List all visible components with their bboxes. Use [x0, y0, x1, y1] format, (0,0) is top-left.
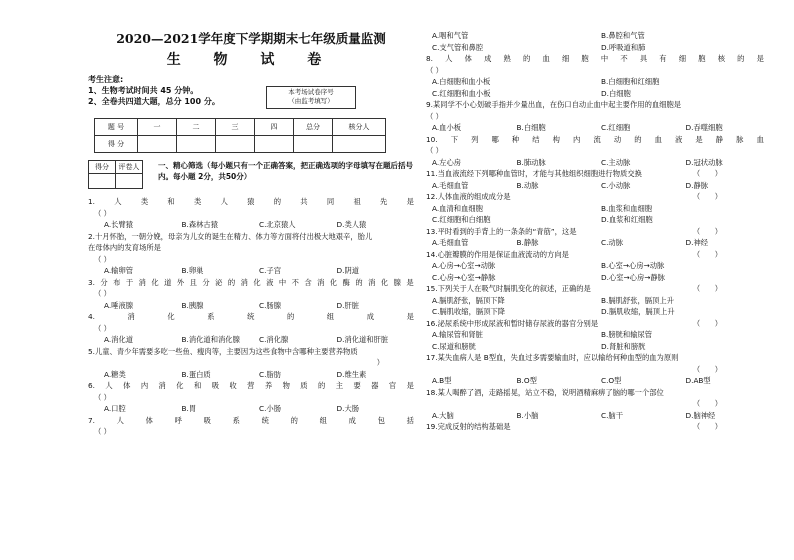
- question-2-stem-cont: 在母体内的发育场所是: [88, 243, 161, 252]
- question-7-answer-paren[interactable]: （ ）: [94, 427, 111, 436]
- question-15-stem: 15.下列关于人在吸气时膈肌变化的叙述，正确的是 （ ）: [426, 284, 722, 293]
- option[interactable]: A.血小板: [432, 123, 462, 132]
- question-19-answer-paren[interactable]: （ ）: [692, 422, 722, 431]
- question-8-options-row-2: [426, 88, 770, 100]
- option[interactable]: B.消化道和消化腺: [181, 335, 240, 344]
- score-input-cell[interactable]: [177, 136, 216, 153]
- option[interactable]: C.小动脉: [601, 180, 631, 190]
- candidate-notice: [88, 74, 414, 107]
- score-row-label: 得 分: [95, 136, 138, 153]
- question-9-stem: 9.某同学不小心划破手指并少量出血，在伤口自动止血中起主要作用的血细胞是: [426, 100, 682, 109]
- exam-subtitle: 生 物 试 卷: [166, 52, 336, 68]
- question-3-options: [88, 300, 414, 312]
- option[interactable]: B.蛋白质: [181, 369, 211, 379]
- question-5-options: [88, 369, 414, 381]
- option[interactable]: A.口腔: [104, 404, 126, 413]
- question-14-options-row-2: [426, 272, 770, 284]
- question-5-answer-paren[interactable]: ）: [376, 358, 384, 367]
- option[interactable]: D.大肠: [336, 404, 360, 413]
- score-input-cell[interactable]: [138, 136, 177, 153]
- question-12-options-row-1: [426, 203, 770, 215]
- question-2-options: [88, 265, 414, 277]
- question-6-stem: 6. 人 体 内 消 化 和 吸 收 营 养 物 质 的 主 要 器 官 是: [88, 381, 414, 390]
- question-12-stem: 12.人体血液的组成成分是 （ ）: [426, 192, 722, 201]
- question-4-stem: 4. 消 化 系 统 的 组 成 是: [88, 312, 414, 321]
- question-14-answer-paren[interactable]: （ ）: [692, 249, 722, 259]
- score-input-cell[interactable]: [255, 136, 294, 153]
- option[interactable]: A.左心房: [432, 157, 462, 167]
- option[interactable]: A.输卵管: [104, 266, 134, 275]
- question-17-stem: 17.某失血病人是 B型血，失血过多需要输血时，应以输给何种血型的血为原则: [426, 353, 679, 362]
- option[interactable]: A.唾液腺: [104, 300, 134, 310]
- question-2-answer-paren[interactable]: （ ）: [94, 254, 111, 264]
- question-19-stem: 19.完成反射的结构基础是 （ ）: [426, 422, 722, 431]
- notice-line-2: 2、全卷共四道大题，总分 100 分。: [88, 97, 220, 106]
- question-7-stem: 7. 人 体 呼 吸 系 统 的 组 成 包 括: [88, 415, 414, 425]
- option[interactable]: A.毛细血管: [432, 180, 469, 190]
- question-6-answer-paren[interactable]: （ ）: [94, 392, 111, 402]
- option[interactable]: B.静脉: [516, 238, 539, 247]
- question-4-answer-paren[interactable]: （ ）: [94, 323, 111, 333]
- option[interactable]: D.呼吸道和肺: [601, 42, 646, 52]
- question-10-answer-paren[interactable]: （ ）: [426, 146, 443, 155]
- option[interactable]: B.动脉: [516, 180, 539, 190]
- question-2-stem: 2.十月怀胎，一朝分娩，母亲为儿女的诞生在精力、体力等方面将付出极大地艰辛，胎儿: [88, 231, 373, 241]
- score-header-cell: 总分: [294, 119, 333, 136]
- notice-line-1: 1、生物考试时间共 45 分钟。: [88, 86, 199, 95]
- option[interactable]: B.卵巢: [181, 266, 204, 275]
- question-15-answer-paren[interactable]: （ ）: [692, 284, 722, 293]
- score-input-cell[interactable]: [216, 136, 255, 153]
- question-1-options: [88, 219, 414, 231]
- grader-score-label: 得分: [89, 161, 116, 174]
- grader-name-cell[interactable]: [116, 174, 143, 189]
- question-13-stem: 13.平时看到的手背上的一条条的“青筋”，这是 （ ）: [426, 226, 722, 236]
- option[interactable]: C.动脉: [601, 238, 624, 247]
- option[interactable]: C.O型: [601, 376, 622, 385]
- question-17-options: [426, 375, 770, 387]
- option[interactable]: A.糖类: [104, 369, 126, 379]
- option[interactable]: D.肝脏: [336, 300, 360, 310]
- option[interactable]: C.子宫: [259, 266, 282, 275]
- right-column: [426, 30, 770, 433]
- option[interactable]: D.膈肌收缩，膈顶上升: [601, 307, 675, 316]
- option[interactable]: D.阴道: [336, 266, 360, 275]
- option[interactable]: C.小肠: [259, 404, 282, 413]
- option[interactable]: D.白细胞: [601, 88, 631, 98]
- option[interactable]: A.B型: [432, 376, 452, 385]
- option[interactable]: A.血清和血细胞: [432, 203, 483, 213]
- option[interactable]: C.主动脉: [601, 157, 631, 167]
- seat-box-line-1: 本考场试卷序号: [288, 88, 334, 96]
- score-header-cell: 三: [216, 119, 255, 136]
- left-questions: [88, 196, 414, 438]
- question-3-stem: 3. 分 布 于 消 化 道 外 且 分 泌 的 消 化 液 中 不 含 消 化 酶 的 消 化 腺 是: [88, 277, 414, 287]
- option[interactable]: B.白细胞: [516, 123, 546, 132]
- option[interactable]: D.冠状动脉: [685, 157, 723, 167]
- option[interactable]: D.神经: [685, 238, 709, 247]
- left-column: [88, 30, 414, 436]
- question-9-options: [426, 122, 770, 134]
- question-5-stem: 5.儿童、青少年需要多吃一些鱼、瘦肉等，主要因为这些食物中含哪种主要营养物质: [88, 346, 358, 356]
- option[interactable]: D.吞噬细胞: [685, 123, 723, 132]
- option[interactable]: D.心室→心房→静脉: [601, 272, 665, 282]
- option[interactable]: A.白细胞和血小板: [432, 77, 491, 86]
- question-9-answer-paren[interactable]: （ ）: [426, 111, 443, 121]
- option[interactable]: B.O型: [516, 376, 537, 385]
- grader-table: [88, 160, 143, 189]
- question-15-options-row-2: [426, 306, 770, 318]
- seat-box-line-2: （由监考填写）: [288, 97, 334, 105]
- option[interactable]: C.支气管和鼻腔: [432, 42, 484, 52]
- option[interactable]: A.大脑: [432, 410, 454, 420]
- score-header-cell: 四: [255, 119, 294, 136]
- grader-name-label: 评卷人: [116, 161, 143, 174]
- question-12-answer-paren[interactable]: （ ）: [692, 192, 722, 201]
- question-16-answer-paren[interactable]: （ ）: [692, 318, 722, 328]
- score-table-header-row: [95, 119, 386, 136]
- option[interactable]: C.北京猿人: [259, 220, 296, 229]
- score-header-cell: 二: [177, 119, 216, 136]
- question-1-stem: 1. 人 类 和 类 人 猿 的 共 同 祖 先 是: [88, 197, 414, 206]
- section-1-heading: 一、精心筛选（每小题只有一个正确答案，把正确选项的字母填写在题后括号内。每小题 2分，共50分）: [158, 161, 413, 181]
- option[interactable]: C.膈肌收缩，膈顶下降: [432, 307, 506, 316]
- question-3-answer-paren[interactable]: （ ）: [94, 289, 111, 298]
- option[interactable]: A.输尿管和肾脏: [432, 330, 483, 339]
- option[interactable]: A.膈肌舒张，膈顶下降: [432, 295, 505, 305]
- option[interactable]: B.胰腺: [181, 300, 204, 310]
- option[interactable]: A.消化道: [104, 335, 134, 344]
- question-14-options-row-1: [426, 260, 770, 272]
- score-table: [94, 118, 386, 153]
- question-11-answer-paren[interactable]: （ ）: [692, 169, 722, 178]
- question-17-answer-paren[interactable]: （ ）: [692, 364, 722, 374]
- question-16-options-row-1: [426, 329, 770, 341]
- question-18-stem: 18.某人喝醉了酒，走路摇晃，站立不稳，说明酒精麻痹了脑的哪一个部位: [426, 387, 664, 397]
- question-8-stem: 8. 人 体 成 熟 的 血 细 胞 中 不 具 有 细 胞 核 的 是: [426, 54, 764, 63]
- score-table-score-row: [95, 136, 386, 153]
- question-11-options: [426, 180, 770, 192]
- option[interactable]: B.胃: [181, 404, 197, 413]
- seat-number-box[interactable]: [266, 86, 356, 109]
- question-10-options: [426, 157, 770, 169]
- option[interactable]: D.脑神经: [685, 410, 716, 420]
- question-14-stem: 14.心脏瓣膜的作用是保证血液流动的方向是 （ ）: [426, 249, 722, 259]
- question-18-answer-paren[interactable]: （ ）: [692, 399, 722, 408]
- question-13-options: [426, 237, 770, 249]
- score-header-cell: 一: [138, 119, 177, 136]
- option[interactable]: B.鼻腔和气管: [601, 31, 645, 40]
- option[interactable]: C.红细胞: [601, 123, 631, 132]
- option[interactable]: A.咽和气管: [432, 31, 469, 40]
- score-header-cell: 核分人: [333, 119, 386, 136]
- question-13-answer-paren[interactable]: （ ）: [692, 226, 722, 236]
- question-6-options: [88, 403, 414, 415]
- option[interactable]: B.肺动脉: [516, 157, 546, 167]
- option[interactable]: A.长臂猿: [104, 220, 134, 229]
- question-10-stem: 10. 下 列 哪 种 结 构 内 流 动 的 血 液 是 静 脉 血: [426, 134, 764, 144]
- question-16-options-row-2: [426, 341, 770, 353]
- question-16-stem: 16.泌尿系统中形成尿液和暂时储存尿液的器官分别是 （ ）: [426, 318, 722, 328]
- option[interactable]: C.肠腺: [259, 300, 282, 310]
- grader-score-cell[interactable]: [89, 174, 116, 189]
- option[interactable]: D.静脉: [685, 180, 709, 190]
- option[interactable]: A.毛细血管: [432, 238, 469, 247]
- question-7-options-row-1: [426, 30, 770, 42]
- option[interactable]: B.小脑: [516, 410, 539, 420]
- option[interactable]: D.AB型: [685, 376, 711, 385]
- question-11-stem: 11.当血液流经下列哪种血管时，才能与其他组织细胞进行物质交换 （ ）: [426, 169, 722, 178]
- question-8-answer-paren[interactable]: （ ）: [426, 65, 443, 75]
- question-4-options: [88, 334, 414, 346]
- option[interactable]: B.膀胱和输尿管: [601, 330, 653, 339]
- question-18-options: [426, 410, 770, 422]
- question-15-options-row-1: [426, 295, 770, 307]
- question-7-options-row-2: [426, 42, 770, 54]
- option[interactable]: C.尿道和膀胱: [432, 341, 476, 351]
- exam-title: 2020—2021学年度下学期期末七年级质量监测: [116, 31, 386, 46]
- question-8-options-row-1: [426, 76, 770, 88]
- option[interactable]: C.消化腺: [259, 335, 289, 344]
- option[interactable]: C.心房→心室→静脉: [432, 272, 496, 282]
- score-input-cell[interactable]: [294, 136, 333, 153]
- option[interactable]: D.消化道和肝脏: [336, 335, 389, 344]
- option[interactable]: D.肾脏和膀胱: [601, 341, 646, 351]
- option[interactable]: D.血浆和红细胞: [601, 215, 653, 224]
- option[interactable]: A.心房→心室→动脉: [432, 261, 496, 270]
- option[interactable]: C.脑干: [601, 410, 624, 420]
- option[interactable]: B.白细胞和红细胞: [601, 77, 660, 86]
- score-header-cell: 题 号: [95, 119, 138, 136]
- option[interactable]: C.红细胞和血小板: [432, 88, 491, 98]
- notice-heading: 考生注意:: [88, 75, 124, 84]
- option[interactable]: D.维生素: [336, 369, 367, 379]
- option[interactable]: B.心室→心房→动脉: [601, 261, 665, 270]
- option[interactable]: B.膈肌舒张，膈顶上升: [601, 295, 674, 305]
- option[interactable]: D.类人猿: [336, 220, 367, 229]
- option[interactable]: B.森林古猿: [181, 220, 219, 229]
- question-12-options-row-2: [426, 214, 770, 226]
- option[interactable]: C.红细胞和白细胞: [432, 215, 491, 224]
- option[interactable]: C.脂肪: [259, 369, 282, 379]
- score-input-cell[interactable]: [333, 136, 386, 153]
- question-1-answer-paren[interactable]: （ ）: [94, 208, 111, 218]
- option[interactable]: B.血浆和血细胞: [601, 203, 653, 213]
